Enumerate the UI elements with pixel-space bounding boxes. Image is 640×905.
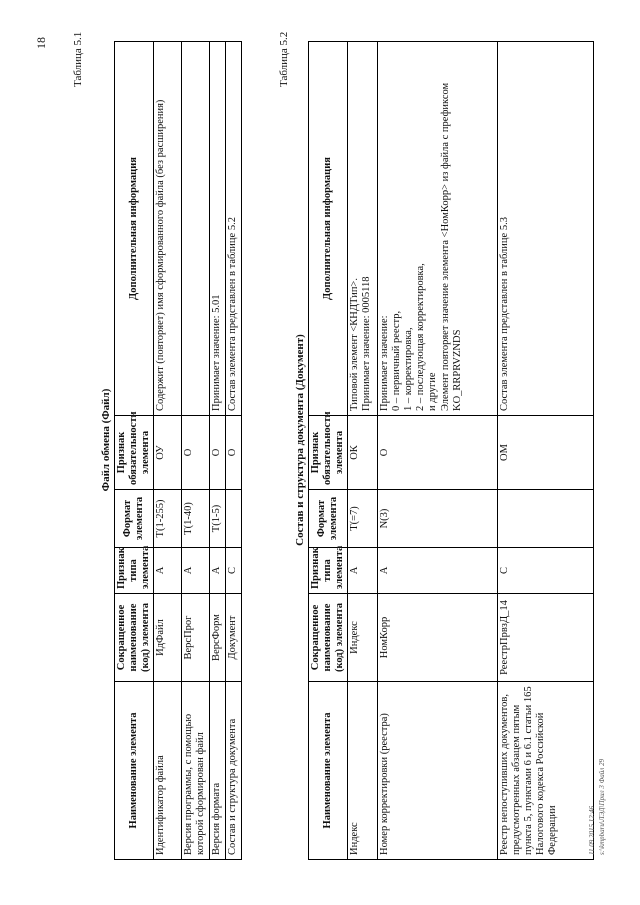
column-header: Дополнительная информация [309,42,348,416]
table-5-2-title: Состав и структура документа (Документ) [294,334,306,546]
cell-text-line: Элемент повторяет значение элемента <НомКорр> из файла с префиксом KO_RRPRVZNDS [439,82,463,411]
column-header: Признак типа элемента [115,548,154,594]
cell-text-line: и другие [427,372,439,411]
table-cell: А [210,548,226,594]
table-row [210,42,226,860]
table-cell: ОУ [154,416,182,490]
table-cell: О [210,416,226,490]
table-cell [154,42,182,416]
table-5-2-label: Таблица 5.2 [278,31,290,87]
table-cell [210,42,226,416]
cell-text-line: Содержит (повторяет) имя сформированного файла (без расширения) [155,99,167,411]
table-cell: С [226,548,242,594]
cell-text-line: Состав элемента представлен в таблице 5.2 [227,217,239,411]
table-row [378,42,498,860]
table-5-2 [308,41,594,860]
table-cell: ВерсПрог [182,594,210,682]
table-cell: ВерсФорм [210,594,226,682]
table-cell [378,42,498,416]
table-cell [226,490,242,548]
column-header: Сокращенное наименование (код) элемента [309,594,348,682]
table-cell: Реестр непоступивших документов, предусмотренных абзацем пятым пункта 5, пунктами 6 и 6.1 статьи 165 Налогового кодекса Российской Федерации [498,682,594,860]
table-row [226,42,242,860]
table-cell: О [226,416,242,490]
cell-text-line: 1 – корректировка, [403,327,415,411]
page-number: 18 [34,37,48,49]
table-cell: Состав и структура документа [226,682,242,860]
table-cell: РеестрПрвзД_14 [498,594,594,682]
column-header: Наименование элемента [309,682,348,860]
table-cell [182,42,210,416]
table-cell [498,490,594,548]
table-cell: Т(1-255) [154,490,182,548]
table-row [498,42,594,860]
column-header: Признак обязательности элемента [309,416,348,490]
cell-text-line: Типовой элемент <КНДТип>. [349,278,361,411]
table-cell: А [154,548,182,594]
table-cell [226,42,242,416]
table-cell: О [378,416,498,490]
table-cell: А [182,548,210,594]
table-cell: Документ [226,594,242,682]
table-cell: ОК [348,416,378,490]
footer-stamp-line-1: 11.09.2015 12:46 [588,805,596,855]
table-header-row [309,42,348,860]
table-cell: Индекс [348,682,378,860]
table-cell: А [378,548,498,594]
table-5-1-label: Таблица 5.1 [72,31,84,87]
cell-text-line: Принимает значение: 0005118 [361,276,373,411]
cell-text-line: Принимает значение: 5.01 [211,294,223,411]
table-cell: Т(=7) [348,490,378,548]
table-cell: С [498,548,594,594]
table-cell: Версия программы, с помощью которой сформирован файл [182,682,210,860]
table-5-1-title: Файл обмена (Файл) [100,388,112,492]
table-row [154,42,182,860]
cell-text-line: 0 – первичный реестр, [391,310,403,411]
cell-text-line: Состав элемента представлен в таблице 5.3 [499,217,511,411]
footer-stamp-line-2: s:\kmpbaru\ЛЭД\Прил 3 Файл 29 [598,758,606,855]
table-cell: Т(1-5) [210,490,226,548]
table-row [182,42,210,860]
table-cell: Индекс [348,594,378,682]
table-cell: ИдФайл [154,594,182,682]
cell-text-line: Принимает значение: [379,315,391,411]
table-cell: Т(1-40) [182,490,210,548]
table-row [348,42,378,860]
table-cell: Номер корректировки (реестра) [378,682,498,860]
table-cell: НомКорр [378,594,498,682]
table-cell [348,42,378,416]
table-header-row [115,42,154,860]
cell-text-line: 2 – последующая корректировка, [415,263,427,411]
column-header: Признак типа элемента [309,548,348,594]
column-header: Сокращенное наименование (код) элемента [115,594,154,682]
table-cell: ОМ [498,416,594,490]
table-cell: N(3) [378,490,498,548]
column-header: Формат элемента [309,490,348,548]
table-cell: А [348,548,378,594]
table-cell: Идентификатор файла [154,682,182,860]
table-cell [498,42,594,416]
table-5-1 [114,41,242,860]
column-header: Формат элемента [115,490,154,548]
table-cell: Версия формата [210,682,226,860]
table-cell: О [182,416,210,490]
column-header: Наименование элемента [115,682,154,860]
column-header: Признак обязательности элемента [115,416,154,490]
column-header: Дополнительная информация [115,42,154,416]
